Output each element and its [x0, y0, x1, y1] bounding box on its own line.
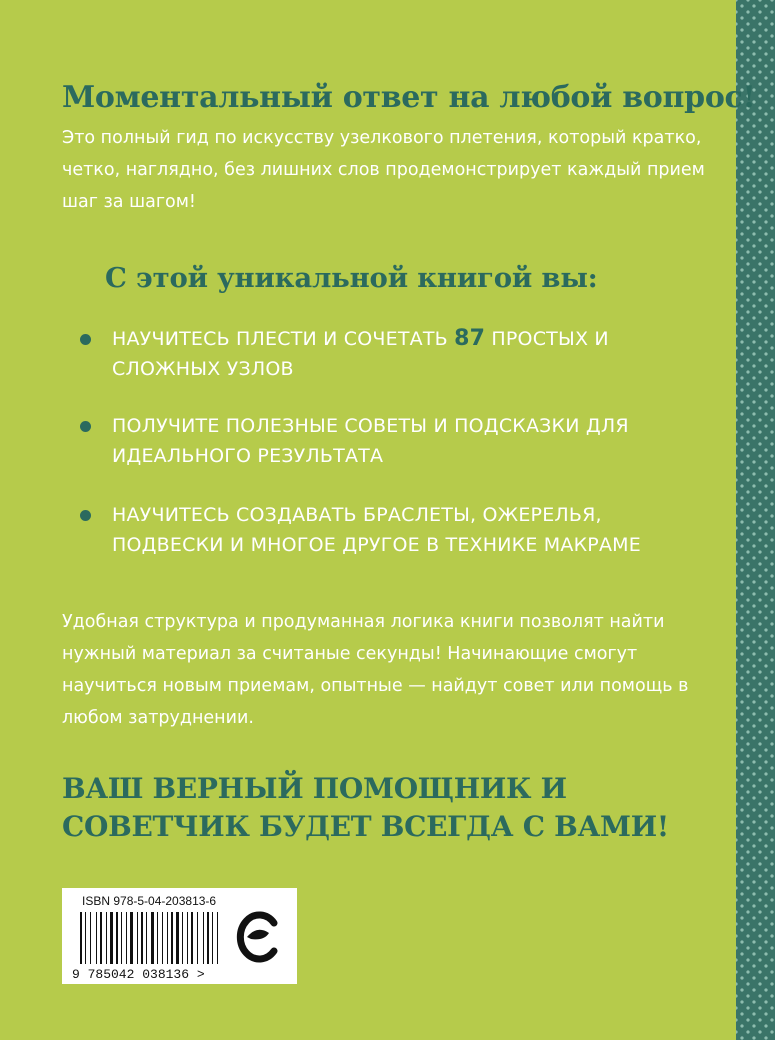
publisher-logo-icon [234, 907, 280, 967]
barcode-digits: 9 785042 038136 > [72, 967, 205, 982]
bullet-item-tips [112, 411, 712, 471]
bullet-text-part: НАУЧИТЕСЬ ПЛЕСТИ И СОЧЕТАТЬ [112, 328, 455, 350]
bullet-item-jewelry [112, 500, 712, 560]
bullet-dot-icon [80, 421, 91, 432]
bullet-text-part: ПРОСТЫХ И СЛОЖНЫХ УЗЛОВ [112, 328, 609, 380]
slogan: ВАШ ВЕРНЫЙ ПОМОЩНИК И СОВЕТЧИК БУДЕТ ВСЕГДА С ВАМИ! [62, 772, 669, 843]
body-paragraph: Удобная структура и продуманная логика книги позволят найти нужный материал за считаные секунды! Начинающие смогут научиться новым приемам, опытные — найдут совет или помощь в любом затруднении. [62, 612, 689, 728]
bullet-dot-icon [80, 510, 91, 521]
dotted-spine-strip [736, 0, 775, 1040]
headline: Моментальный ответ на любой вопрос! [62, 80, 756, 115]
bullet-item-knots [112, 324, 712, 384]
subheading: С этой уникальной книгой вы: [105, 262, 598, 294]
bullet-text: ПОЛУЧИТЕ ПОЛЕЗНЫЕ СОВЕТЫ И ПОДСКАЗКИ ДЛЯ ИДЕАЛЬНОГО РЕЗУЛЬТАТА [112, 415, 629, 467]
bullet-text: НАУЧИТЕСЬ СОЗДАВАТЬ БРАСЛЕТЫ, ОЖЕРЕЛЬЯ, ПОДВЕСКИ И МНОГОЕ ДРУГОЕ В ТЕХНИКЕ МАКРАМЕ [112, 504, 641, 556]
bullet-dot-icon [80, 334, 91, 345]
isbn-label: ISBN 978-5-04-203813-6 [82, 894, 217, 908]
knot-count: 87 [454, 326, 486, 351]
intro-paragraph: Это полный гид по искусству узелкового плетения, который кратко, четко, наглядно, без лишних слов продемонстрирует каждый прием шаг за шагом! [62, 128, 705, 212]
